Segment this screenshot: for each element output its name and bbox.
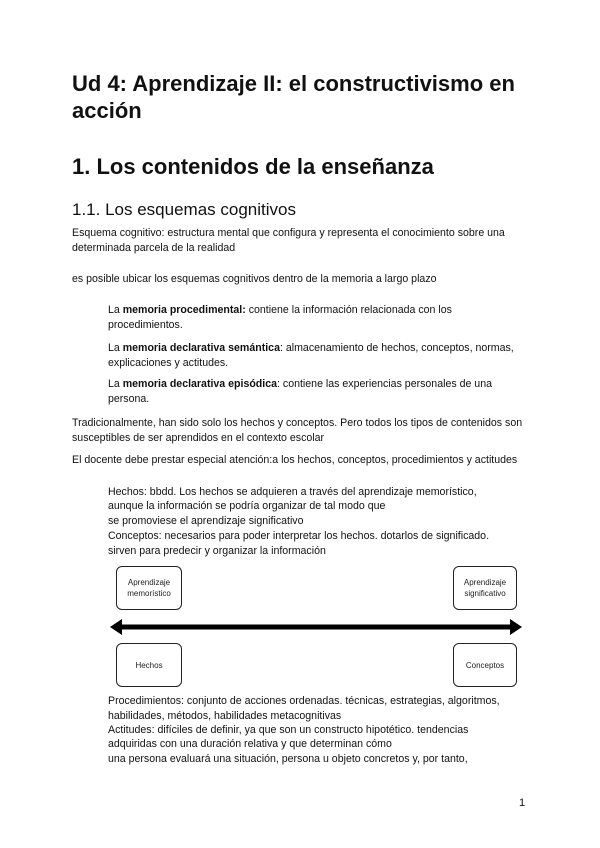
- traditional-paragraph: Tradicionalmente, han sido solo los hechos y conceptos. Pero todos los tipos de contenidos son susceptibles de ser aprendidos en el contexto escolar: [72, 417, 523, 444]
- diagram-box-facts: Hechos: [116, 643, 182, 687]
- double-arrow: [110, 616, 522, 638]
- facts-line: se promoviese el aprendizaje significativo: [108, 515, 304, 527]
- definition-paragraph: Esquema cognitivo: estructura mental que configura y representa el conocimiento sobre una determinada parcela de la realidad: [72, 227, 505, 254]
- facts-line: sirven para predecir y organizar la información: [108, 545, 326, 557]
- diagram-box-memoristic: Aprendizaje memorístico: [116, 566, 182, 610]
- memory-item: La memoria declarativa semántica: almacenamiento de hechos, conceptos, normas, explicaciones y actitudes.: [108, 342, 514, 369]
- memory-term: memoria declarativa episódica: [122, 378, 278, 390]
- attitudes-line: adquiridas con una duración relativa y que determinan cómo: [108, 738, 392, 750]
- subsection-title: 1.1. Los esquemas cognitivos: [72, 200, 296, 219]
- section-title: 1. Los contenidos de la enseñanza: [72, 154, 434, 179]
- facts-line: Hechos: bbdd. Los hechos se adquieren a través del aprendizaje memorístico,: [108, 486, 477, 498]
- memory-item: La memoria procedimental: contiene la información relacionada con los procedimientos.: [108, 304, 452, 331]
- teacher-paragraph: El docente debe prestar especial atención:a los hechos, conceptos, procedimientos y actitudes: [72, 454, 518, 466]
- facts-line: aunque la información se podría organizar de tal modo que: [108, 500, 386, 512]
- memory-item: La memoria declarativa episódica: contiene las experiencias personales de una persona.: [108, 378, 492, 405]
- procedures-line: Procedimientos: conjunto de acciones ordenadas. técnicas, estrategias, algoritmos,: [108, 695, 500, 707]
- diagram-box-significant: Aprendizaje significativo: [453, 566, 517, 610]
- page-title: Ud 4: Aprendizaje II: el constructivismo en acción: [72, 71, 515, 123]
- memory-term: memoria procedimental:: [122, 304, 246, 316]
- procedures-line: habilidades, métodos, habilidades metacognitivas: [108, 710, 342, 722]
- memory-term: memoria declarativa semántica: [122, 342, 280, 354]
- page-number: 1: [519, 797, 526, 809]
- location-paragraph: es posible ubicar los esquemas cognitivos dentro de la memoria a largo plazo: [72, 273, 437, 285]
- diagram-box-concepts: Conceptos: [453, 643, 517, 687]
- attitudes-line: una persona evaluará una situación, persona u objeto concretos y, por tanto,: [108, 753, 468, 765]
- facts-line: Conceptos: necesarios para poder interpretar los hechos. dotarlos de significado.: [108, 530, 490, 542]
- attitudes-line: Actitudes: difíciles de definir, ya que son un constructo hipotético. tendencias: [108, 724, 469, 736]
